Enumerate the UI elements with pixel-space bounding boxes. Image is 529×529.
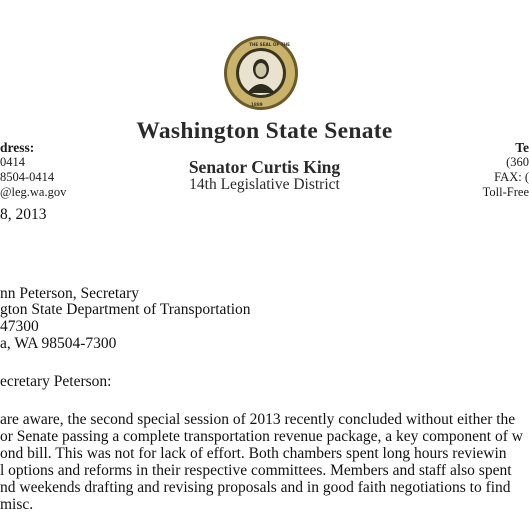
address-heading: dress: [0,140,35,155]
fax-line: FAX: ( [494,170,529,184]
salutation: ecretary Peterson: [0,373,112,390]
recipient-line: nn Peterson, Secretary [0,285,140,302]
recipient-line: 47300 [0,318,39,335]
paragraph-line: ond bill. This was not for lack of effort. Both chambers spent long hours reviewin [0,445,507,462]
paragraph-line: nd weekends drafting and revising proposals and in good faith negotiations to find [0,479,511,496]
paragraph-line: are aware, the second special session of 2013 recently concluded without either the [0,411,516,428]
senate-title: Washington State Senate [136,118,393,144]
svg-text:1889: 1889 [251,102,263,107]
toll-free-line: Toll-Free [482,185,529,199]
svg-text:THE SEAL OF THE: THE SEAL OF THE [249,42,291,47]
telephone-line: (360 [506,155,529,169]
paragraph-line: l options and reforms in their respective committees. Members and staff also spent [0,462,512,479]
recipient-line: a, WA 98504-7300 [0,335,117,352]
address-line: 0414 [0,155,25,169]
address-line: 8504-0414 [0,170,55,184]
recipient-line: gton State Department of Transportation [0,301,251,318]
address-email: @leg.wa.gov [0,185,67,199]
telephone-heading: Te [515,140,529,155]
senator-name: Senator Curtis King [188,157,341,177]
state-seal [223,35,299,111]
legislative-district: 14th Legislative District [189,176,340,193]
paragraph-line: or Senate passing a complete transportation revenue package, a key component of w [0,428,523,445]
letter-date: 8, 2013 [0,206,47,223]
paragraph-line: misc. [0,496,34,513]
